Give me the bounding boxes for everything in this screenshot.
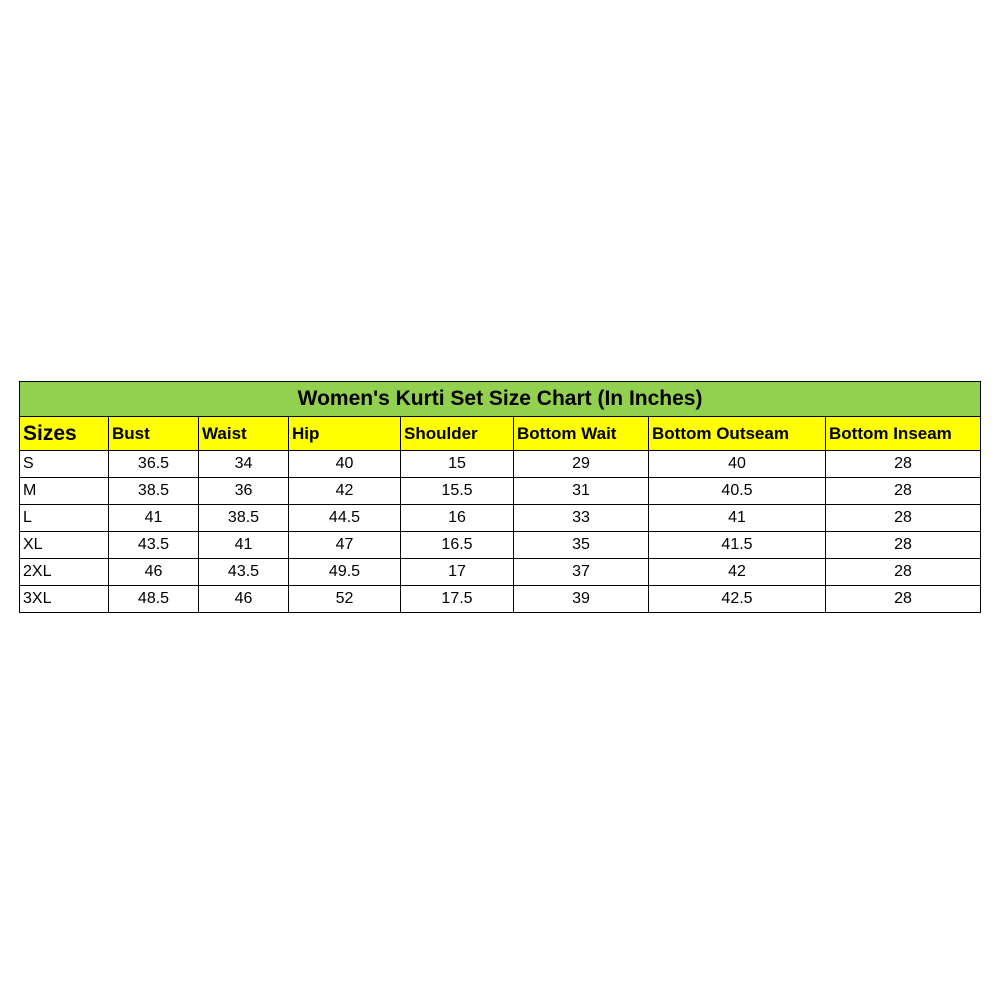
table-cell: 43.5 (199, 559, 289, 586)
table-cell: 47 (289, 532, 401, 559)
table-cell: 15 (401, 451, 514, 478)
column-header-bottom-wait: Bottom Wait (514, 417, 649, 451)
table-cell: 40 (289, 451, 401, 478)
column-header-sizes: Sizes (20, 417, 109, 451)
table-cell: 36 (199, 478, 289, 505)
table-cell: 39 (514, 586, 649, 613)
table-row (20, 532, 981, 559)
table-cell: 34 (199, 451, 289, 478)
column-header-waist: Waist (199, 417, 289, 451)
size-cell: XL (20, 532, 109, 559)
table-cell: 28 (826, 559, 981, 586)
column-header-bust: Bust (109, 417, 199, 451)
table-cell: 49.5 (289, 559, 401, 586)
table-cell: 28 (826, 532, 981, 559)
size-cell: M (20, 478, 109, 505)
table-cell: 28 (826, 451, 981, 478)
table-cell: 16.5 (401, 532, 514, 559)
table-cell: 15.5 (401, 478, 514, 505)
title-row (20, 382, 981, 417)
table-cell: 46 (199, 586, 289, 613)
table-cell: 17 (401, 559, 514, 586)
table-cell: 48.5 (109, 586, 199, 613)
chart-title: Women's Kurti Set Size Chart (In Inches) (20, 382, 981, 417)
table-cell: 42 (649, 559, 826, 586)
table-cell: 42 (289, 478, 401, 505)
table-cell: 36.5 (109, 451, 199, 478)
column-header-hip: Hip (289, 417, 401, 451)
table-cell: 28 (826, 586, 981, 613)
table-cell: 17.5 (401, 586, 514, 613)
column-header-bottom-outseam: Bottom Outseam (649, 417, 826, 451)
table-cell: 41 (109, 505, 199, 532)
size-chart-table (19, 381, 981, 613)
table-cell: 33 (514, 505, 649, 532)
table-row (20, 478, 981, 505)
table-cell: 40.5 (649, 478, 826, 505)
table-row (20, 586, 981, 613)
table-cell: 43.5 (109, 532, 199, 559)
table-cell: 31 (514, 478, 649, 505)
size-cell: L (20, 505, 109, 532)
table-cell: 38.5 (109, 478, 199, 505)
table-cell: 52 (289, 586, 401, 613)
table-cell: 16 (401, 505, 514, 532)
table-cell: 38.5 (199, 505, 289, 532)
table-cell: 44.5 (289, 505, 401, 532)
size-cell: 3XL (20, 586, 109, 613)
size-cell: 2XL (20, 559, 109, 586)
size-cell: S (20, 451, 109, 478)
table-cell: 37 (514, 559, 649, 586)
table-cell: 41 (199, 532, 289, 559)
column-header-shoulder: Shoulder (401, 417, 514, 451)
table-cell: 41 (649, 505, 826, 532)
table-cell: 28 (826, 478, 981, 505)
header-row (20, 417, 981, 451)
table-row (20, 559, 981, 586)
table-cell: 28 (826, 505, 981, 532)
table-row (20, 505, 981, 532)
table-cell: 29 (514, 451, 649, 478)
table-cell: 35 (514, 532, 649, 559)
table-cell: 46 (109, 559, 199, 586)
table-cell: 41.5 (649, 532, 826, 559)
table-row (20, 451, 981, 478)
table-cell: 42.5 (649, 586, 826, 613)
column-header-bottom-inseam: Bottom Inseam (826, 417, 981, 451)
table-cell: 40 (649, 451, 826, 478)
